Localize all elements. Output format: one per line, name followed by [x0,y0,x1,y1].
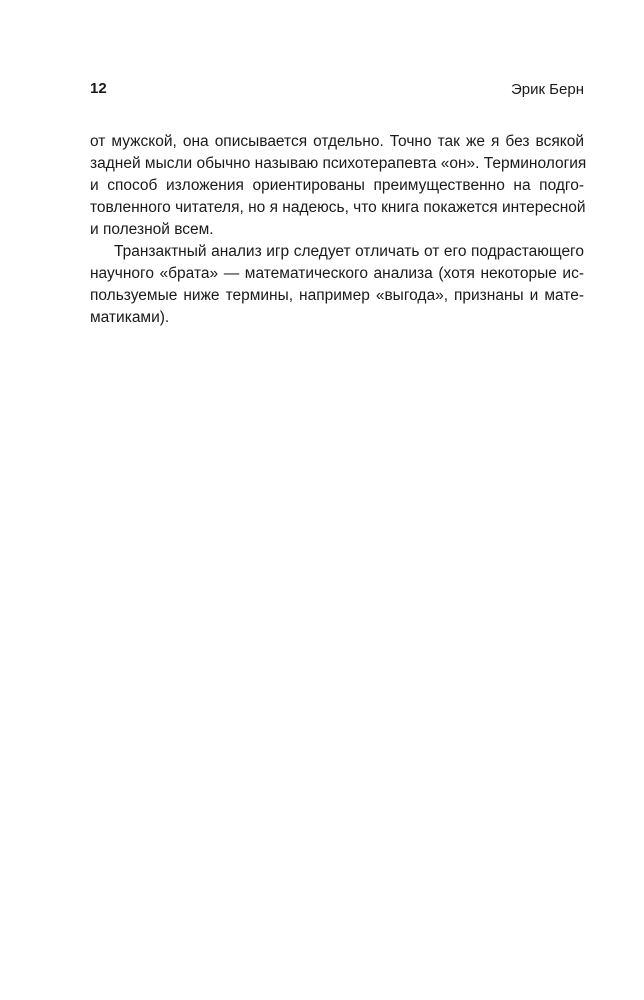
text-line: и способ изложения ориентированы преимущественно на подго- [90,177,584,194]
paragraph-1 [90,131,587,241]
text-line: матиками). [90,309,170,326]
text-line: научного «брата» — математического анализа (хотя некоторые ис- [90,265,584,282]
paragraph-2 [90,241,584,329]
running-head-author: Эрик Берн [510,81,584,98]
text-line: товленного читателя, но я надеюсь, что книга покажется интересной [90,199,586,216]
text-line: Транзактный анализ игр следует отличать от его подрастающего [114,243,584,260]
text-line: от мужской, она описывается отдельно. Точно так же я без всякой [90,133,584,150]
text-line: пользуемые ниже термины, например «выгода», признаны и мате- [90,287,584,304]
text-line: и полезной всем. [90,221,214,238]
body-text [90,131,587,329]
page-number: 12 [90,80,107,97]
text-line: задней мысли обычно называю психотерапевта «он». Терминология [90,155,587,172]
